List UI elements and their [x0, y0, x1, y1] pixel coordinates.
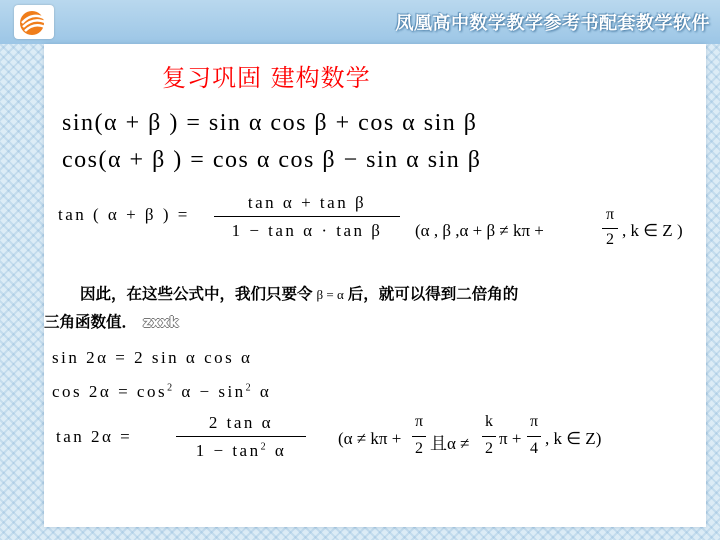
paragraph-line-2: 三角函数值． zxxk: [44, 313, 179, 331]
tan-double-cond-f2-bar: [482, 436, 496, 437]
tan-double-denominator: $1 - \tan^2 \alpha$: [195, 441, 287, 460]
tan-double-cond-f1-num: π: [414, 413, 424, 430]
formula-sin-double: sin 2α = 2 sin α cos α: [52, 348, 253, 367]
tan-double-cond-f1-bar: [412, 436, 426, 437]
tan-sum-condition-suffix: , k ∈ Z ): [622, 221, 683, 240]
tan-double-cond-b: 且α ≠: [430, 434, 470, 453]
formula-cos-sum: cos(α + β ) = cos α cos β − sin α sin β: [62, 147, 482, 173]
tan-double-lhs: tan 2α =: [56, 427, 133, 446]
tan-double-cond-d: , k ∈ Z): [545, 429, 602, 448]
tan-sum-denominator: 1 − tan α · tan β: [231, 221, 383, 240]
tan-double-cond-f2-den: 2: [485, 440, 493, 457]
slide-title: 复习巩固 建构数学: [162, 64, 371, 92]
tan-double-cond-f3-bar: [527, 436, 541, 437]
header-title: 凤凰高中数学教学参考书配套教学软件: [395, 13, 710, 34]
watermark: zxxk: [143, 315, 179, 331]
tan-double-cond-c: π +: [499, 429, 522, 448]
tan-sum-fraction-bar: [214, 216, 400, 217]
formula-cos-double: $\cos 2\alpha = \cos^2 \alpha - \sin^2 \alpha$: [52, 382, 272, 401]
tan-sum-condition-prefix: (α , β ,α + β ≠ kπ +: [415, 221, 544, 240]
paragraph-line-1: 因此，在这些公式中，我们只要令 β = α 后，就可以得到二倍角的: [80, 285, 519, 303]
tan-double-cond-f3-num: π: [529, 413, 539, 430]
tan-sum-numerator: tan α + tan β: [247, 193, 367, 212]
tan-double-cond-f2-num: k: [485, 413, 493, 430]
tan-double-numerator: 2 tan α: [208, 413, 274, 432]
tan-double-cond-a: (α ≠ kπ +: [338, 429, 402, 448]
tan-double-cond-f1-den: 2: [415, 440, 423, 457]
formula-sin-sum: sin(α + β ) = sin α cos β + cos α sin β: [62, 110, 478, 136]
tan-double-fraction-bar: [176, 436, 306, 437]
logo: [14, 5, 54, 39]
tan-sum-cond-frac-num: π: [605, 206, 615, 223]
tan-sum-cond-frac-bar: [602, 228, 618, 229]
tan-sum-cond-frac-den: 2: [606, 231, 614, 248]
phoenix-logo-icon: [17, 6, 51, 38]
tan-double-cond-f3-den: 4: [530, 440, 538, 457]
tan-sum-lhs: tan ( α + β ) =: [58, 205, 190, 224]
